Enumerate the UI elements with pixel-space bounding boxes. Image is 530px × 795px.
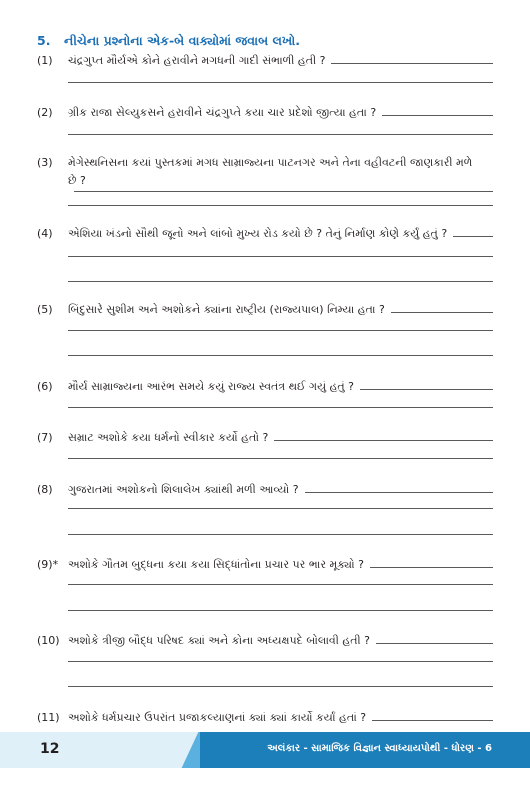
answer-line[interactable] bbox=[68, 458, 493, 459]
question-number: (9)* bbox=[37, 558, 59, 571]
question-9 bbox=[37, 556, 493, 574]
question-7 bbox=[37, 429, 493, 447]
question-text: મૌર્ય સામ્રાજ્યના આરંભ સમયે કયું રાજ્ય સ્વતંત્ર થઈ ગયું હતું ? bbox=[68, 380, 355, 393]
answer-line[interactable] bbox=[68, 82, 493, 83]
answer-line[interactable] bbox=[68, 508, 493, 509]
answer-line[interactable] bbox=[68, 355, 493, 356]
question-text: બિંદુસારે સુશીમ અને અશોકને ક્યાંના રાષ્ટ્રીય (રાજ્યપાલ) નિમ્યા હતા ? bbox=[68, 303, 385, 316]
question-number: (5) bbox=[37, 303, 53, 316]
section-heading bbox=[37, 33, 300, 49]
question-number: (10) bbox=[37, 634, 60, 647]
answer-line[interactable] bbox=[376, 642, 493, 644]
answer-line[interactable] bbox=[274, 439, 493, 441]
question-2 bbox=[37, 104, 493, 122]
answer-line[interactable] bbox=[68, 407, 493, 408]
answer-line[interactable] bbox=[68, 281, 493, 282]
question-text: સમ્રાટ અશોકે કયા ધર્મનો સ્વીકાર કર્યો હતો ? bbox=[68, 431, 269, 444]
question-6 bbox=[37, 378, 493, 396]
answer-line[interactable] bbox=[68, 134, 493, 135]
question-text: મેગેસ્થનિસના કયાં પુસ્તકમાં મગધ સામ્રાજ્યના પાટનગર અને તેના વહીવટની જાણકારી મળે છે ? bbox=[68, 156, 473, 187]
question-11 bbox=[37, 709, 493, 727]
question-10 bbox=[37, 632, 493, 650]
question-4 bbox=[37, 225, 493, 243]
answer-line[interactable] bbox=[68, 610, 493, 611]
question-number: (1) bbox=[37, 54, 53, 67]
question-text: એશિયા ખંડનો સૌથી જૂનો અને લાંબો મુખ્ય રોડ કયો છે ? તેનું નિર્માણ કોણે કર્યું હતું ? bbox=[68, 227, 448, 240]
section-number: 5. bbox=[37, 33, 51, 48]
question-3 bbox=[37, 154, 493, 198]
book-title: અલંકાર - સામાજિક વિજ્ઞાન સ્વાધ્યાયપોથી - ધોરણ - 6 bbox=[267, 743, 492, 754]
page-footer bbox=[0, 732, 530, 768]
answer-line[interactable] bbox=[74, 190, 493, 192]
question-1 bbox=[37, 52, 493, 70]
question-text: અશોકે ગૌતમ બુદ્ધના કયા કયા સિદ્ધાંતોના પ્રચાર પર ભાર મૂક્યો ? bbox=[68, 558, 364, 571]
question-number: (4) bbox=[37, 227, 53, 240]
answer-line[interactable] bbox=[372, 719, 493, 721]
answer-line[interactable] bbox=[382, 114, 493, 116]
question-8 bbox=[37, 481, 493, 499]
answer-line[interactable] bbox=[331, 62, 493, 64]
question-number: (11) bbox=[37, 711, 60, 724]
question-number: (8) bbox=[37, 483, 53, 496]
question-number: (2) bbox=[37, 106, 53, 119]
question-5 bbox=[37, 301, 493, 319]
answer-line[interactable] bbox=[453, 235, 493, 237]
answer-line[interactable] bbox=[68, 534, 493, 535]
question-number: (6) bbox=[37, 380, 53, 393]
question-text: અશોકે ધર્મપ્રચાર ઉપરાંત પ્રજાકલ્યાણનાં ક્યાં ક્યાં કાર્યો કર્યાં હતાં ? bbox=[68, 711, 367, 724]
question-number: (7) bbox=[37, 431, 53, 444]
question-text: ગ્રીક રાજા સેલ્યુકસને હરાવીને ચંદ્રગુપ્તે કયા ચાર પ્રદેશો જીત્યા હતા ? bbox=[68, 106, 377, 119]
answer-line[interactable] bbox=[68, 584, 493, 585]
question-text: અશોકે ત્રીજી બૌદ્ધ પરિષદ ક્યાં અને કોના અધ્યક્ષપદે બોલાવી હતી ? bbox=[68, 634, 370, 647]
page-number: 12 bbox=[40, 741, 60, 757]
answer-line[interactable] bbox=[68, 661, 493, 662]
answer-line[interactable] bbox=[391, 311, 493, 313]
question-text: ગુજરાતમાં અશોકનો શિલાલેખ ક્યાંથી મળી આવ્યો ? bbox=[68, 483, 299, 496]
answer-line[interactable] bbox=[68, 205, 493, 206]
answer-line[interactable] bbox=[370, 566, 493, 568]
question-text: ચંદ્રગુપ્ત મૌર્યએ કોને હરાવીને મગધની ગાદી સંભાળી હતી ? bbox=[68, 54, 326, 67]
answer-line[interactable] bbox=[68, 686, 493, 687]
answer-line[interactable] bbox=[68, 256, 493, 257]
answer-line[interactable] bbox=[360, 388, 493, 390]
question-number: (3) bbox=[37, 156, 53, 169]
answer-line[interactable] bbox=[305, 491, 493, 493]
answer-line[interactable] bbox=[68, 330, 493, 331]
section-title: નીચેના પ્રશ્નોના એક-બે વાક્યોમાં જવાબ લખો. bbox=[64, 33, 301, 48]
